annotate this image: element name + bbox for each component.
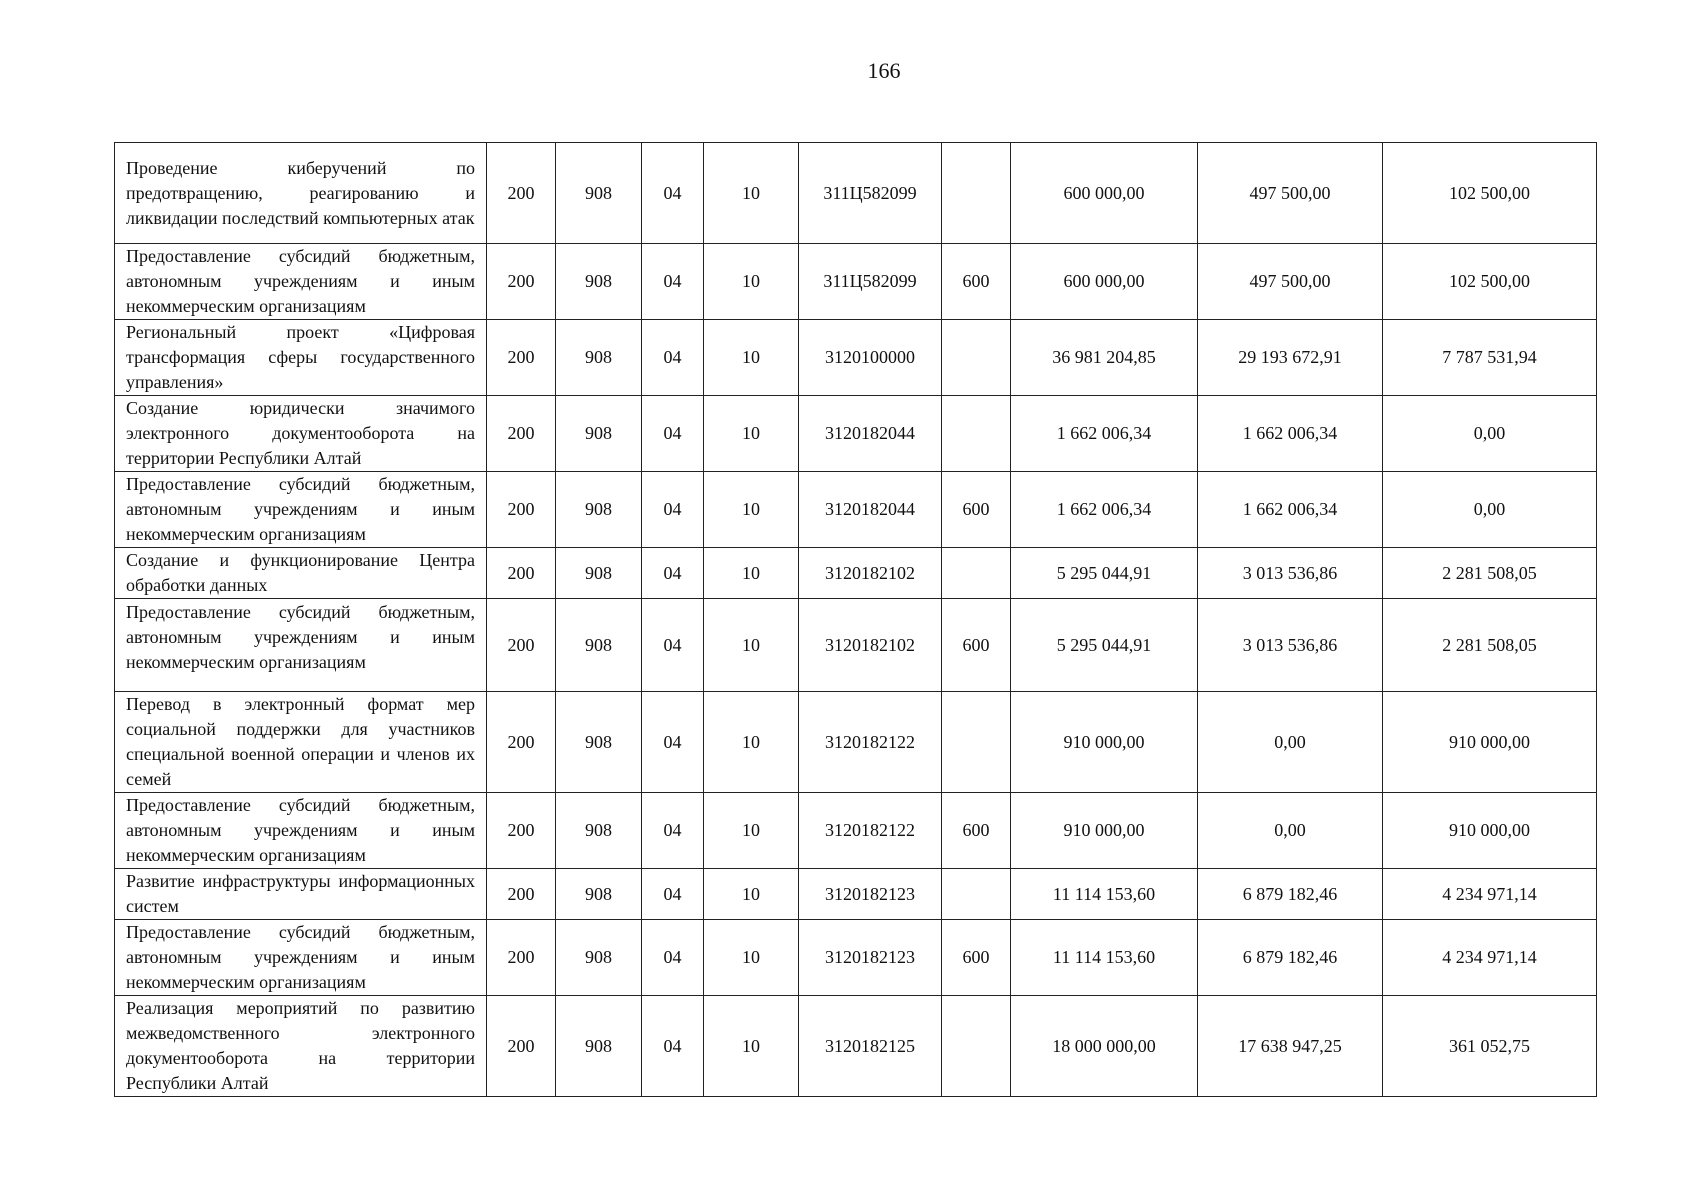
amount-cell: 0,00 <box>1383 472 1597 548</box>
amount-cell: 17 638 947,25 <box>1198 996 1383 1097</box>
code-cell: 04 <box>642 793 704 869</box>
row-description: Реализация мероприятий по развитию межведомственного электронного документооборота на территории Республики Алтай <box>115 996 487 1097</box>
target-article-cell: 311Ц582099 <box>799 143 942 244</box>
code-cell: 10 <box>704 793 799 869</box>
code-cell: 200 <box>487 692 556 793</box>
code-cell: 200 <box>487 920 556 996</box>
code-cell: 908 <box>556 244 642 320</box>
table-row <box>115 143 1597 244</box>
table-row <box>115 996 1597 1097</box>
amount-cell: 2 281 508,05 <box>1383 548 1597 599</box>
budget-table <box>114 142 1597 1097</box>
amount-cell: 4 234 971,14 <box>1383 920 1597 996</box>
target-article-cell: 3120182102 <box>799 548 942 599</box>
amount-cell: 497 500,00 <box>1198 244 1383 320</box>
row-description: Предоставление субсидий бюджетным, автономным учреждениям и иным некоммерческим организациям <box>115 244 487 320</box>
table-row <box>115 320 1597 396</box>
row-description: Создание юридически значимого электронного документооборота на территории Республики Алтай <box>115 396 487 472</box>
code-cell: 10 <box>704 244 799 320</box>
code-cell: 04 <box>642 396 704 472</box>
amount-cell: 6 879 182,46 <box>1198 920 1383 996</box>
code-cell: 04 <box>642 143 704 244</box>
table-row <box>115 869 1597 920</box>
amount-cell: 0,00 <box>1198 692 1383 793</box>
code-cell: 04 <box>642 244 704 320</box>
expense-type-cell <box>942 692 1011 793</box>
table-row <box>115 793 1597 869</box>
code-cell: 04 <box>642 920 704 996</box>
amount-cell: 600 000,00 <box>1011 143 1198 244</box>
code-cell: 10 <box>704 548 799 599</box>
code-cell: 10 <box>704 396 799 472</box>
code-cell: 10 <box>704 472 799 548</box>
target-article-cell: 3120100000 <box>799 320 942 396</box>
code-cell: 200 <box>487 143 556 244</box>
amount-cell: 0,00 <box>1383 396 1597 472</box>
amount-cell: 36 981 204,85 <box>1011 320 1198 396</box>
target-article-cell: 3120182122 <box>799 692 942 793</box>
expense-type-cell <box>942 548 1011 599</box>
code-cell: 200 <box>487 244 556 320</box>
amount-cell: 910 000,00 <box>1011 793 1198 869</box>
code-cell: 908 <box>556 793 642 869</box>
amount-cell: 29 193 672,91 <box>1198 320 1383 396</box>
expense-type-cell <box>942 869 1011 920</box>
code-cell: 200 <box>487 320 556 396</box>
expense-type-cell <box>942 996 1011 1097</box>
amount-cell: 361 052,75 <box>1383 996 1597 1097</box>
expense-type-cell <box>942 143 1011 244</box>
expense-type-cell: 600 <box>942 244 1011 320</box>
code-cell: 200 <box>487 472 556 548</box>
row-description: Предоставление субсидий бюджетным, автономным учреждениям и иным некоммерческим организациям <box>115 599 487 692</box>
code-cell: 04 <box>642 599 704 692</box>
target-article-cell: 3120182102 <box>799 599 942 692</box>
amount-cell: 910 000,00 <box>1383 793 1597 869</box>
code-cell: 04 <box>642 869 704 920</box>
table-row <box>115 472 1597 548</box>
code-cell: 908 <box>556 548 642 599</box>
amount-cell: 0,00 <box>1198 793 1383 869</box>
table-row <box>115 692 1597 793</box>
expense-type-cell <box>942 396 1011 472</box>
row-description: Предоставление субсидий бюджетным, автономным учреждениям и иным некоммерческим организациям <box>115 920 487 996</box>
amount-cell: 3 013 536,86 <box>1198 548 1383 599</box>
code-cell: 200 <box>487 793 556 869</box>
amount-cell: 102 500,00 <box>1383 244 1597 320</box>
amount-cell: 18 000 000,00 <box>1011 996 1198 1097</box>
code-cell: 908 <box>556 920 642 996</box>
target-article-cell: 3120182122 <box>799 793 942 869</box>
code-cell: 10 <box>704 320 799 396</box>
target-article-cell: 3120182044 <box>799 396 942 472</box>
row-description: Региональный проект «Цифровая трансформация сферы государственного управления» <box>115 320 487 396</box>
amount-cell: 11 114 153,60 <box>1011 920 1198 996</box>
code-cell: 908 <box>556 320 642 396</box>
amount-cell: 5 295 044,91 <box>1011 548 1198 599</box>
target-article-cell: 311Ц582099 <box>799 244 942 320</box>
code-cell: 908 <box>556 869 642 920</box>
amount-cell: 7 787 531,94 <box>1383 320 1597 396</box>
expense-type-cell: 600 <box>942 599 1011 692</box>
code-cell: 200 <box>487 996 556 1097</box>
table-row <box>115 599 1597 692</box>
amount-cell: 5 295 044,91 <box>1011 599 1198 692</box>
target-article-cell: 3120182123 <box>799 869 942 920</box>
code-cell: 200 <box>487 548 556 599</box>
code-cell: 10 <box>704 996 799 1097</box>
code-cell: 908 <box>556 599 642 692</box>
code-cell: 200 <box>487 599 556 692</box>
code-cell: 200 <box>487 396 556 472</box>
expense-type-cell: 600 <box>942 793 1011 869</box>
code-cell: 908 <box>556 143 642 244</box>
table-row <box>115 548 1597 599</box>
code-cell: 10 <box>704 143 799 244</box>
row-description: Предоставление субсидий бюджетным, автономным учреждениям и иным некоммерческим организациям <box>115 793 487 869</box>
amount-cell: 1 662 006,34 <box>1198 472 1383 548</box>
amount-cell: 497 500,00 <box>1198 143 1383 244</box>
code-cell: 04 <box>642 996 704 1097</box>
amount-cell: 2 281 508,05 <box>1383 599 1597 692</box>
amount-cell: 4 234 971,14 <box>1383 869 1597 920</box>
code-cell: 04 <box>642 472 704 548</box>
code-cell: 04 <box>642 692 704 793</box>
amount-cell: 910 000,00 <box>1383 692 1597 793</box>
table-row <box>115 396 1597 472</box>
code-cell: 908 <box>556 996 642 1097</box>
code-cell: 10 <box>704 599 799 692</box>
row-description: Перевод в электронный формат мер социальной поддержки для участников специальной военной операции и членов их семей <box>115 692 487 793</box>
table-row <box>115 244 1597 320</box>
expense-type-cell <box>942 320 1011 396</box>
target-article-cell: 3120182044 <box>799 472 942 548</box>
target-article-cell: 3120182125 <box>799 996 942 1097</box>
code-cell: 908 <box>556 396 642 472</box>
code-cell: 10 <box>704 920 799 996</box>
page-number: 166 <box>867 58 901 83</box>
code-cell: 10 <box>704 692 799 793</box>
table-row <box>115 920 1597 996</box>
amount-cell: 11 114 153,60 <box>1011 869 1198 920</box>
code-cell: 200 <box>487 869 556 920</box>
amount-cell: 102 500,00 <box>1383 143 1597 244</box>
row-description: Проведение киберучений по предотвращению, реагированию и ликвидации последствий компьютерных атак <box>115 143 487 244</box>
expense-type-cell: 600 <box>942 920 1011 996</box>
expense-type-cell: 600 <box>942 472 1011 548</box>
amount-cell: 1 662 006,34 <box>1198 396 1383 472</box>
amount-cell: 600 000,00 <box>1011 244 1198 320</box>
target-article-cell: 3120182123 <box>799 920 942 996</box>
row-description: Развитие инфраструктуры информационных систем <box>115 869 487 920</box>
code-cell: 04 <box>642 320 704 396</box>
row-description: Предоставление субсидий бюджетным, автономным учреждениям и иным некоммерческим организациям <box>115 472 487 548</box>
amount-cell: 3 013 536,86 <box>1198 599 1383 692</box>
code-cell: 04 <box>642 548 704 599</box>
amount-cell: 6 879 182,46 <box>1198 869 1383 920</box>
code-cell: 908 <box>556 472 642 548</box>
row-description: Создание и функционирование Центра обработки данных <box>115 548 487 599</box>
code-cell: 908 <box>556 692 642 793</box>
code-cell: 10 <box>704 869 799 920</box>
amount-cell: 910 000,00 <box>1011 692 1198 793</box>
amount-cell: 1 662 006,34 <box>1011 472 1198 548</box>
amount-cell: 1 662 006,34 <box>1011 396 1198 472</box>
